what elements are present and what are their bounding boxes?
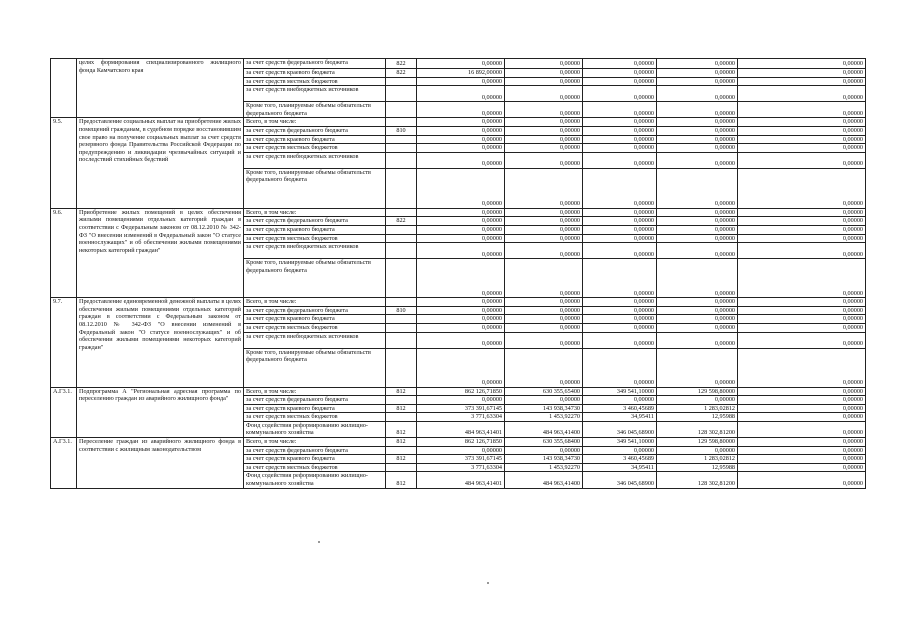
funding-source: за счет средств местных бюджетов: [244, 144, 386, 153]
funding-source: за счет средств краевого бюджета: [244, 69, 386, 78]
funding-source: за счет средств краевого бюджета: [244, 455, 386, 464]
amount-cell: 0,00000: [738, 306, 866, 315]
amount-cell: 0,00000: [738, 208, 866, 217]
budget-code: [386, 168, 417, 208]
amount-cell: 0,00000: [583, 323, 657, 332]
amount-cell: 0,00000: [583, 217, 657, 226]
amount-cell: 0,00000: [657, 102, 738, 118]
amount-cell: 0,00000: [505, 118, 583, 127]
funding-source: за счет средств федерального бюджета: [244, 306, 386, 315]
amount-cell: 1 283,02812: [657, 455, 738, 464]
amount-cell: 129 598,80000: [657, 387, 738, 396]
budget-code: [386, 86, 417, 102]
amount-cell: 0,00000: [583, 144, 657, 153]
amount-cell: 0,00000: [657, 135, 738, 144]
amount-cell: 0,00000: [738, 152, 866, 168]
item-number: [51, 59, 77, 118]
item-description: Переселение граждан из аварийного жилищного фонда в соответствии с жилищным законодательством: [77, 438, 244, 489]
budget-code: [386, 144, 417, 153]
budget-code: [386, 348, 417, 387]
amount-cell: 0,00000: [657, 77, 738, 86]
amount-cell: 346 045,68900: [583, 421, 657, 437]
amount-cell: 0,00000: [657, 323, 738, 332]
amount-cell: 128 302,81200: [657, 472, 738, 488]
funding-source: Всего, в том числе:: [244, 118, 386, 127]
amount-cell: 484 963,41401: [417, 472, 505, 488]
amount-cell: 0,00000: [505, 126, 583, 135]
amount-cell: 0,00000: [738, 387, 866, 396]
item-number: 9.5.: [51, 118, 77, 208]
amount-cell: 0,00000: [657, 446, 738, 455]
amount-cell: 0,00000: [583, 259, 657, 298]
funding-source: за счет средств краевого бюджета: [244, 135, 386, 144]
amount-cell: 0,00000: [657, 208, 738, 217]
amount-cell: 0,00000: [583, 396, 657, 405]
funding-source: за счет средств краевого бюджета: [244, 404, 386, 413]
amount-cell: 0,00000: [657, 243, 738, 259]
funding-source: за счет средств внебюджетных источников: [244, 332, 386, 348]
amount-cell: 0,00000: [738, 332, 866, 348]
amount-cell: 0,00000: [417, 298, 505, 307]
amount-cell: 12,95988: [657, 463, 738, 472]
amount-cell: 0,00000: [417, 208, 505, 217]
amount-cell: 34,95411: [583, 413, 657, 422]
amount-cell: 0,00000: [738, 126, 866, 135]
amount-cell: 0,00000: [505, 259, 583, 298]
amount-cell: 0,00000: [657, 144, 738, 153]
item-description: Подпрограмма А "Региональная адресная программа по переселению граждан из аварийного жилищного фонда": [77, 387, 244, 438]
funding-source: Всего, в том числе:: [244, 387, 386, 396]
amount-cell: 0,00000: [417, 234, 505, 243]
budget-code: [386, 77, 417, 86]
amount-cell: 0,00000: [505, 69, 583, 78]
amount-cell: 630 355,68400: [505, 438, 583, 447]
item-description: Предоставление социальных выплат на приобретение жилых помещений гражданам, в судебном порядке восстановившим свое право на получение социальных выплат за счет средств резервного фонда Правительства Российской Федерации по предупреждению и ликвидации чрезвычайных ситуаций и последствий стихийных бедствий: [77, 118, 244, 208]
amount-cell: 0,00000: [583, 168, 657, 208]
budget-code: [386, 396, 417, 405]
amount-cell: 128 302,81200: [657, 421, 738, 437]
amount-cell: 0,00000: [738, 396, 866, 405]
item-number: 9.7.: [51, 298, 77, 387]
amount-cell: 3 771,63304: [417, 413, 505, 422]
funding-source: Всего, в том числе:: [244, 298, 386, 307]
funding-source: Кроме того, планируемые объемы обязательств федерального бюджета: [244, 102, 386, 118]
funding-source: Кроме того, планируемые объемы обязательств федерального бюджета: [244, 348, 386, 387]
funding-source: Кроме того, планируемые объемы обязательств федерального бюджета: [244, 259, 386, 298]
amount-cell: 0,00000: [583, 348, 657, 387]
amount-cell: 0,00000: [505, 298, 583, 307]
amount-cell: 0,00000: [417, 259, 505, 298]
amount-cell: 0,00000: [417, 144, 505, 153]
amount-cell: 0,00000: [657, 348, 738, 387]
item-number: 9.6.: [51, 208, 77, 297]
funding-source: за счет средств федерального бюджета: [244, 126, 386, 135]
scan-dot: [487, 582, 489, 584]
amount-cell: 630 355,65400: [505, 387, 583, 396]
funding-source: за счет средств местных бюджетов: [244, 413, 386, 422]
amount-cell: 0,00000: [583, 332, 657, 348]
amount-cell: 0,00000: [738, 86, 866, 102]
amount-cell: 0,00000: [657, 86, 738, 102]
funding-source: Всего, в том числе:: [244, 438, 386, 447]
amount-cell: 0,00000: [417, 77, 505, 86]
amount-cell: 0,00000: [417, 306, 505, 315]
budget-code: 822: [386, 59, 417, 69]
amount-cell: 0,00000: [505, 102, 583, 118]
amount-cell: 0,00000: [583, 152, 657, 168]
amount-cell: 0,00000: [738, 348, 866, 387]
amount-cell: 0,00000: [738, 144, 866, 153]
amount-cell: 0,00000: [738, 413, 866, 422]
budget-code: 822: [386, 217, 417, 226]
budget-code: [386, 315, 417, 324]
funding-source: за счет средств внебюджетных источников: [244, 243, 386, 259]
amount-cell: 0,00000: [505, 396, 583, 405]
amount-cell: 0,00000: [657, 152, 738, 168]
amount-cell: 862 126,71850: [417, 387, 505, 396]
table-row: [51, 298, 866, 307]
budget-code: 812: [386, 455, 417, 464]
amount-cell: 0,00000: [417, 59, 505, 69]
amount-cell: 3 460,45689: [583, 404, 657, 413]
amount-cell: 0,00000: [505, 306, 583, 315]
amount-cell: 0,00000: [738, 59, 866, 69]
item-number: А.Г3.1.: [51, 438, 77, 489]
amount-cell: 0,00000: [583, 102, 657, 118]
funding-source: за счет средств внебюджетных источников: [244, 86, 386, 102]
amount-cell: 0,00000: [657, 234, 738, 243]
amount-cell: 0,00000: [417, 348, 505, 387]
amount-cell: 0,00000: [738, 463, 866, 472]
funding-source: Всего, в том числе:: [244, 208, 386, 217]
amount-cell: 0,00000: [583, 59, 657, 69]
table-body: [51, 59, 866, 489]
amount-cell: 349 541,10000: [583, 438, 657, 447]
amount-cell: 0,00000: [505, 86, 583, 102]
amount-cell: 0,00000: [505, 234, 583, 243]
amount-cell: 1 283,02812: [657, 404, 738, 413]
funding-source: за счет средств федерального бюджета: [244, 446, 386, 455]
budget-code: 810: [386, 126, 417, 135]
amount-cell: 0,00000: [738, 259, 866, 298]
amount-cell: 0,00000: [738, 455, 866, 464]
amount-cell: 0,00000: [583, 118, 657, 127]
funding-source: за счет средств внебюджетных источников: [244, 152, 386, 168]
amount-cell: 0,00000: [505, 225, 583, 234]
amount-cell: 0,00000: [417, 243, 505, 259]
amount-cell: 0,00000: [417, 332, 505, 348]
amount-cell: 349 541,10000: [583, 387, 657, 396]
budget-code: [386, 323, 417, 332]
amount-cell: 0,00000: [657, 259, 738, 298]
amount-cell: 0,00000: [417, 225, 505, 234]
amount-cell: 34,95411: [583, 463, 657, 472]
amount-cell: 0,00000: [657, 69, 738, 78]
budget-table: [50, 58, 866, 489]
amount-cell: 0,00000: [417, 446, 505, 455]
item-description: целях формирования специализированного жилищного фонда Камчатского края: [77, 59, 244, 118]
amount-cell: 0,00000: [505, 135, 583, 144]
amount-cell: 0,00000: [505, 217, 583, 226]
item-description: Предоставление единовременной денежной выплаты в целях обеспечения жилыми помещениями отдельных категорий граждан в соответствии с Федеральным законом от 08.12.2010 № 342-ФЗ "О внесении изменений в Федеральный закон "О статусе военнослужащих" и об обеспечении жилыми помещениями некоторых категорий граждан": [77, 298, 244, 387]
budget-code: [386, 152, 417, 168]
amount-cell: 0,00000: [583, 135, 657, 144]
amount-cell: 3 460,45689: [583, 455, 657, 464]
amount-cell: 0,00000: [583, 234, 657, 243]
amount-cell: 0,00000: [505, 243, 583, 259]
budget-code: [386, 332, 417, 348]
budget-code: 822: [386, 69, 417, 78]
amount-cell: 0,00000: [583, 77, 657, 86]
amount-cell: 0,00000: [657, 225, 738, 234]
amount-cell: 0,00000: [738, 323, 866, 332]
amount-cell: 129 598,80000: [657, 438, 738, 447]
amount-cell: 0,00000: [583, 446, 657, 455]
amount-cell: 143 938,34730: [505, 404, 583, 413]
amount-cell: 0,00000: [505, 323, 583, 332]
amount-cell: 0,00000: [657, 332, 738, 348]
amount-cell: 0,00000: [417, 118, 505, 127]
amount-cell: 0,00000: [657, 126, 738, 135]
funding-source: за счет средств федерального бюджета: [244, 396, 386, 405]
budget-code: 812: [386, 421, 417, 437]
funding-source: за счет средств местных бюджетов: [244, 234, 386, 243]
amount-cell: 0,00000: [505, 77, 583, 86]
amount-cell: 0,00000: [657, 118, 738, 127]
table-row: [51, 387, 866, 396]
amount-cell: 0,00000: [417, 168, 505, 208]
amount-cell: 0,00000: [505, 332, 583, 348]
amount-cell: 0,00000: [417, 315, 505, 324]
funding-source: за счет средств местных бюджетов: [244, 77, 386, 86]
amount-cell: 0,00000: [583, 86, 657, 102]
budget-code: [386, 446, 417, 455]
budget-code: [386, 135, 417, 144]
amount-cell: 0,00000: [417, 152, 505, 168]
budget-code: [386, 118, 417, 127]
item-number: А.Г3.1.: [51, 387, 77, 438]
amount-cell: 373 391,67145: [417, 404, 505, 413]
amount-cell: 0,00000: [738, 168, 866, 208]
amount-cell: 0,00000: [738, 315, 866, 324]
amount-cell: 0,00000: [583, 126, 657, 135]
budget-code: [386, 225, 417, 234]
amount-cell: 0,00000: [505, 315, 583, 324]
amount-cell: 16 892,00000: [417, 69, 505, 78]
amount-cell: 0,00000: [583, 208, 657, 217]
amount-cell: 0,00000: [505, 168, 583, 208]
amount-cell: 0,00000: [738, 135, 866, 144]
amount-cell: 0,00000: [417, 396, 505, 405]
amount-cell: 0,00000: [417, 86, 505, 102]
funding-source: за счет средств федерального бюджета: [244, 217, 386, 226]
amount-cell: 0,00000: [583, 243, 657, 259]
amount-cell: 0,00000: [505, 208, 583, 217]
amount-cell: 0,00000: [738, 118, 866, 127]
amount-cell: 0,00000: [657, 306, 738, 315]
amount-cell: 3 771,63304: [417, 463, 505, 472]
funding-source: за счет средств краевого бюджета: [244, 315, 386, 324]
amount-cell: 0,00000: [738, 225, 866, 234]
amount-cell: 0,00000: [583, 69, 657, 78]
budget-code: [386, 259, 417, 298]
budget-code: 812: [386, 387, 417, 396]
amount-cell: 0,00000: [417, 323, 505, 332]
amount-cell: 0,00000: [505, 152, 583, 168]
budget-code: [386, 102, 417, 118]
funding-source: Кроме того, планируемые объемы обязательств федерального бюджета: [244, 168, 386, 208]
table-row: [51, 118, 866, 127]
table-row: [51, 208, 866, 217]
funding-source: Фонд содействия реформированию жилищно-коммунального хозяйства: [244, 421, 386, 437]
budget-code: [386, 234, 417, 243]
amount-cell: 0,00000: [505, 446, 583, 455]
amount-cell: 0,00000: [738, 298, 866, 307]
amount-cell: 0,00000: [417, 217, 505, 226]
amount-cell: 0,00000: [505, 144, 583, 153]
amount-cell: 0,00000: [417, 135, 505, 144]
amount-cell: 862 126,71850: [417, 438, 505, 447]
amount-cell: 1 453,92270: [505, 413, 583, 422]
amount-cell: 0,00000: [505, 59, 583, 69]
amount-cell: 0,00000: [417, 102, 505, 118]
amount-cell: 12,95988: [657, 413, 738, 422]
amount-cell: 484 963,41401: [417, 421, 505, 437]
amount-cell: 0,00000: [417, 126, 505, 135]
amount-cell: 143 938,34730: [505, 455, 583, 464]
amount-cell: 0,00000: [583, 225, 657, 234]
amount-cell: 0,00000: [657, 168, 738, 208]
budget-code: [386, 208, 417, 217]
scan-dot: [318, 541, 320, 543]
amount-cell: 0,00000: [505, 348, 583, 387]
amount-cell: 0,00000: [738, 472, 866, 488]
budget-code: [386, 463, 417, 472]
amount-cell: 373 391,67145: [417, 455, 505, 464]
amount-cell: 0,00000: [738, 438, 866, 447]
amount-cell: 484 963,41400: [505, 472, 583, 488]
amount-cell: 0,00000: [583, 298, 657, 307]
amount-cell: 0,00000: [738, 243, 866, 259]
amount-cell: 1 453,92270: [505, 463, 583, 472]
budget-code: [386, 298, 417, 307]
funding-source: за счет средств краевого бюджета: [244, 225, 386, 234]
table-row: [51, 59, 866, 69]
amount-cell: 0,00000: [738, 404, 866, 413]
amount-cell: 0,00000: [583, 306, 657, 315]
amount-cell: 346 045,68900: [583, 472, 657, 488]
budget-code: 812: [386, 438, 417, 447]
amount-cell: 484 963,41400: [505, 421, 583, 437]
funding-source: Фонд содействия реформированию жилищно-коммунального хозяйства: [244, 472, 386, 488]
funding-source: за счет средств местных бюджетов: [244, 463, 386, 472]
amount-cell: 0,00000: [657, 298, 738, 307]
amount-cell: 0,00000: [738, 446, 866, 455]
amount-cell: 0,00000: [657, 59, 738, 69]
amount-cell: 0,00000: [583, 315, 657, 324]
amount-cell: 0,00000: [738, 102, 866, 118]
budget-code: 812: [386, 472, 417, 488]
item-description: Приобретение жилых помещений в целях обеспечения жилыми помещениями отдельных категорий граждан в соответствии с Федеральным законом от 08.12.2010 № 342-ФЗ "О внесении изменений в Федеральный закон "О статусе военнослужащих" и об обеспечении жилыми помещениями некоторых категорий граждан": [77, 208, 244, 297]
table-row: [51, 438, 866, 447]
amount-cell: 0,00000: [738, 217, 866, 226]
budget-code: 810: [386, 306, 417, 315]
amount-cell: 0,00000: [657, 396, 738, 405]
funding-source: за счет средств местных бюджетов: [244, 323, 386, 332]
amount-cell: 0,00000: [738, 69, 866, 78]
amount-cell: 0,00000: [738, 77, 866, 86]
amount-cell: 0,00000: [657, 217, 738, 226]
amount-cell: 0,00000: [738, 421, 866, 437]
budget-code: [386, 413, 417, 422]
funding-source: за счет средств федерального бюджета: [244, 59, 386, 69]
amount-cell: 0,00000: [738, 234, 866, 243]
amount-cell: 0,00000: [657, 315, 738, 324]
budget-code: 812: [386, 404, 417, 413]
budget-code: [386, 243, 417, 259]
